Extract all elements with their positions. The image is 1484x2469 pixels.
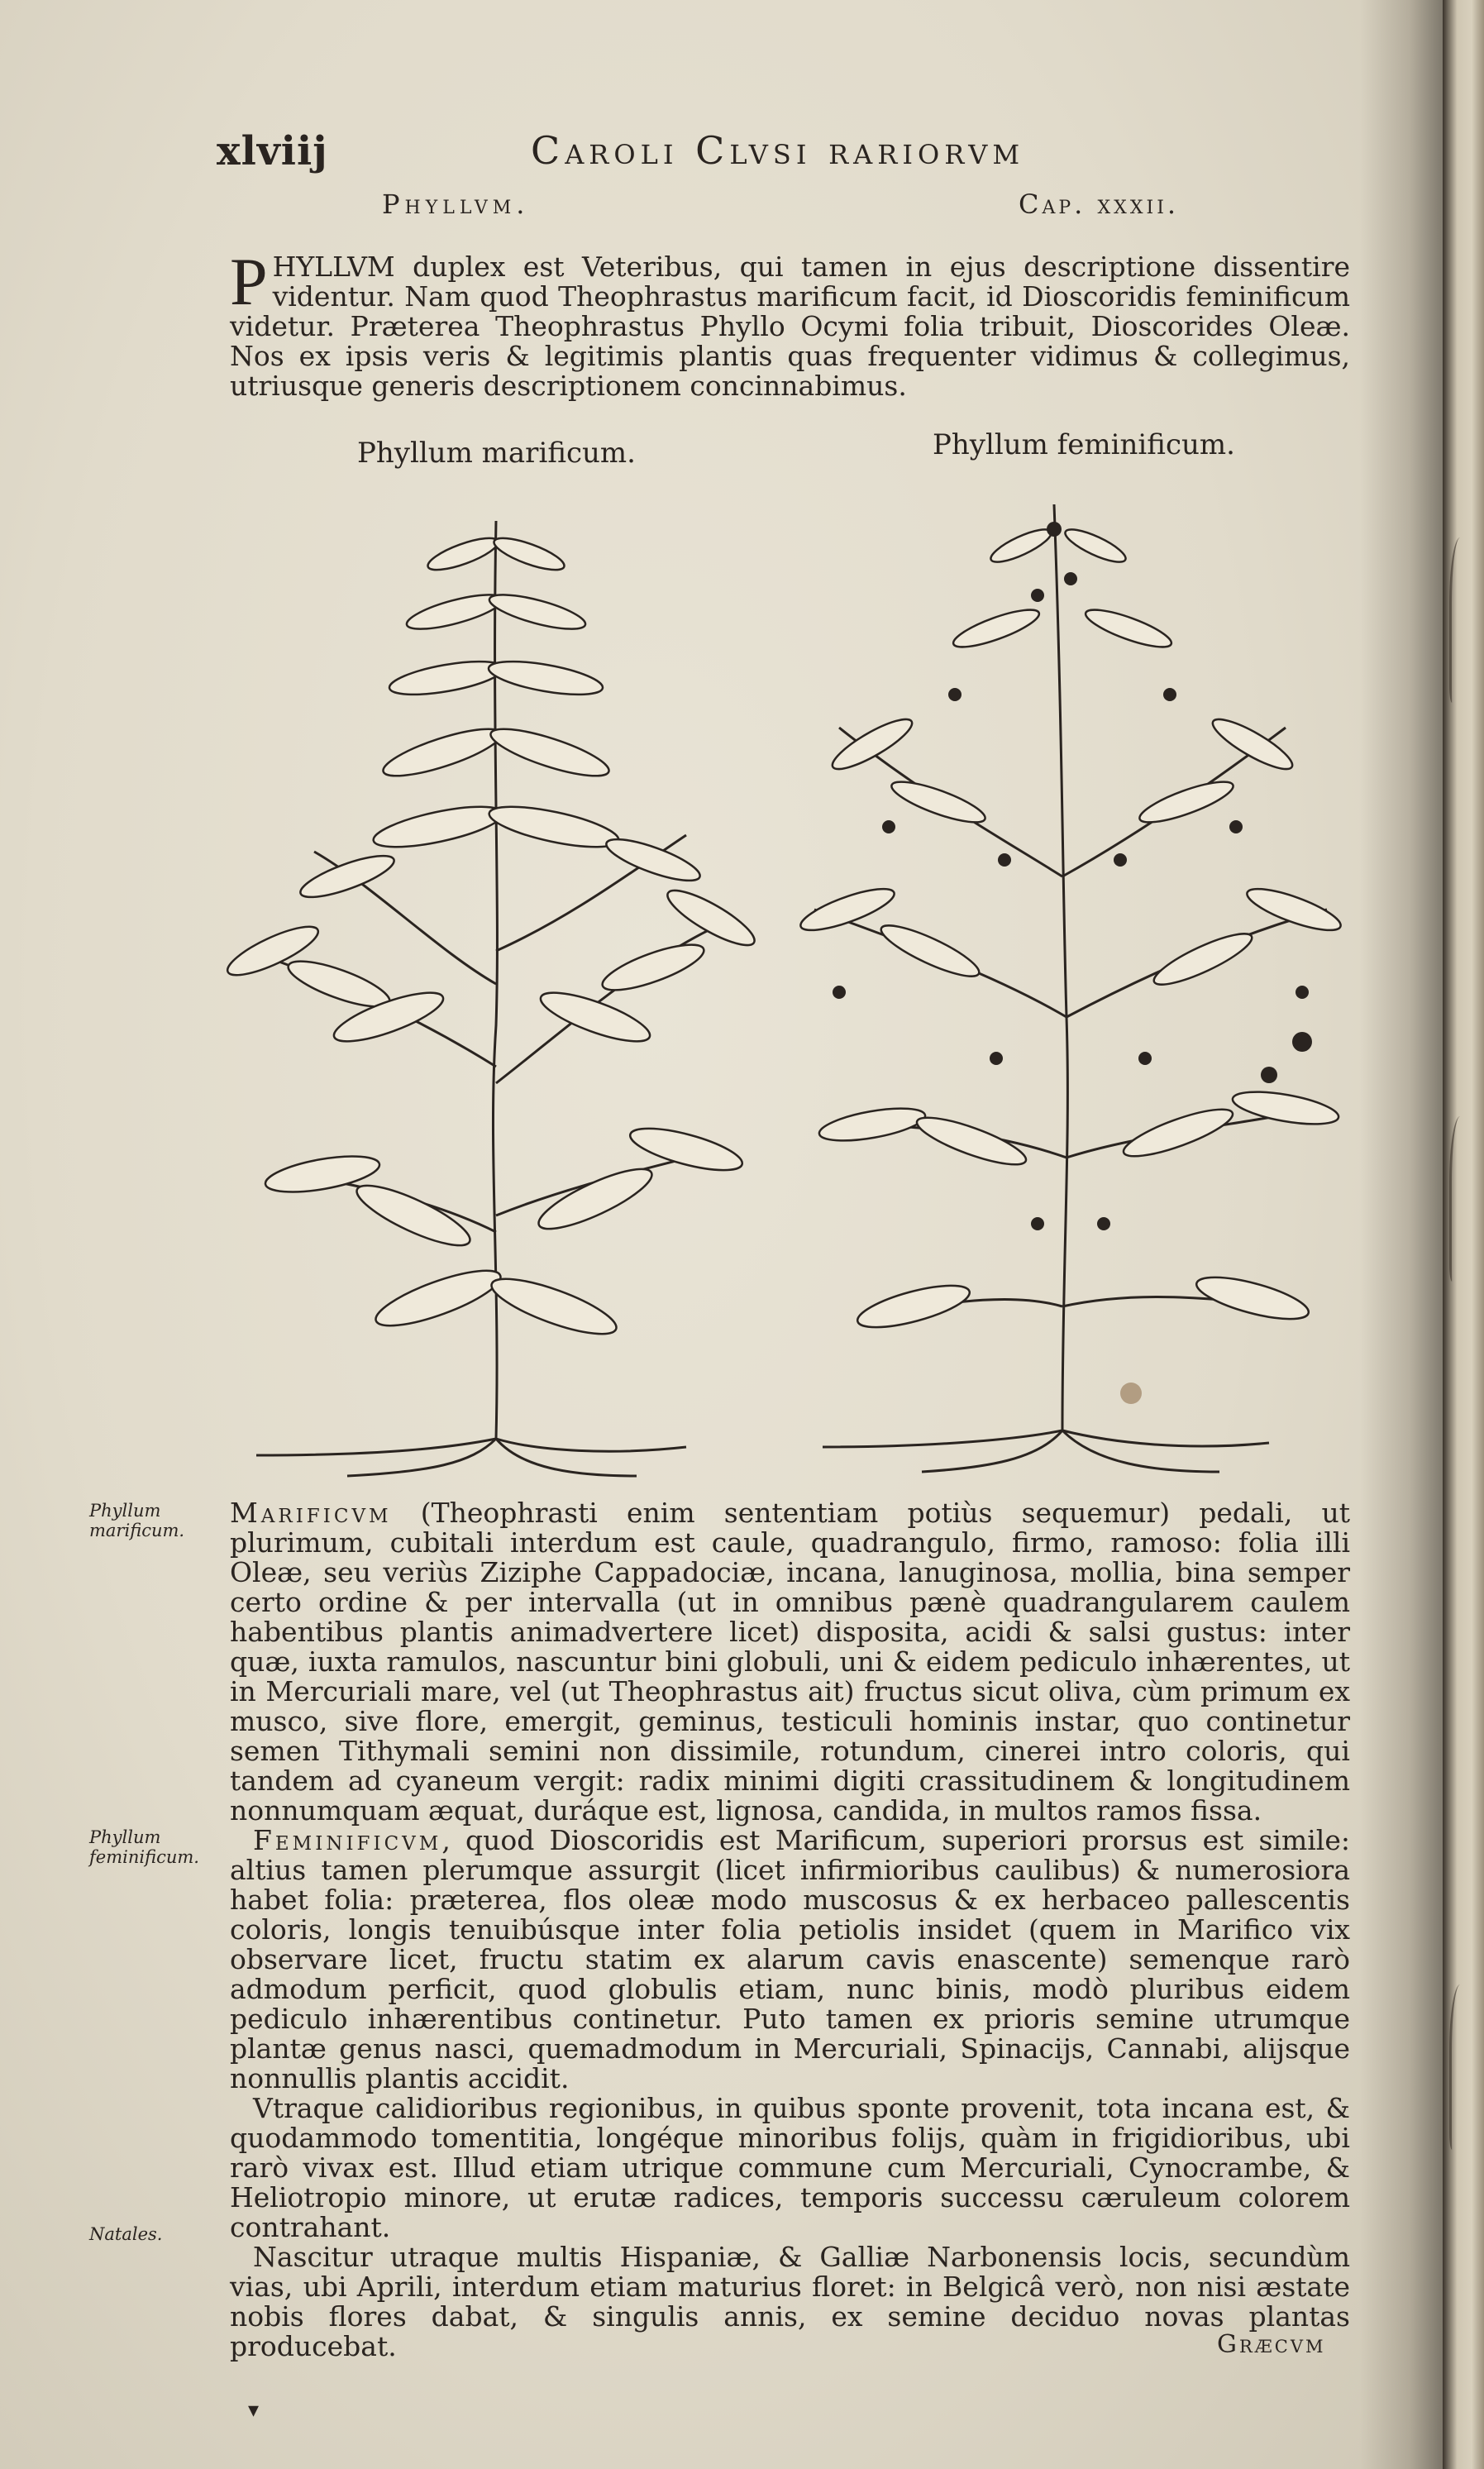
facing-page-illustration-fragment: [1449, 537, 1477, 703]
paragraph-marificum: [230, 1498, 1350, 1826]
intro-paragraph: [230, 244, 1350, 422]
running-title: Caroli Clvsi rariorvm: [531, 128, 1025, 173]
intro-text: HYLLVM duplex est Veteribus, qui tamen in ejus descriptione dissentire videntur. Nam quod Theophrastus marificum facit, id Dioscoridis feminificum videtur. Præterea Theophrastus Phyllo Ocymi folia tribuit, Dioscorides Oleæ. Nos ex ipsis veris & legitimis plantis quas frequenter vidimus & collegimus, utriusque generis descriptionem concinnabimus.: [230, 251, 1350, 402]
paragraph-text: (Theophrasti enim sententiam potiùs sequemur) pedali, ut plurimum, cubitali interdum est caule, quadrangulo, firmo, ramoso: folia illi Oleæ, seu veriùs Ziziphe Cappadociæ, incana, lanuginosa, mollia, bina semper certo ordine & per intervalla (ut in omnibus pænè quadrangularem caulem habentibus plantis animadvertere licet) disposita, acidi & salsi gustus: inter quæ, iuxta ramulos, nascuntur bini globuli, uni & eidem pediculo inhærentes, ut in Mercuriali mare, vel (ut Theophrastus ait) fructus sicut oliva, cùm primum ex musco, sive flore, emergit, geminus, testiculi hominis instar, quo continetur semen Tithymali semini non dissimile, rotundum, cinerei intro coloris, qui tandem ad cyaneum vergit: radix minimi digiti crassitudinem & longitudinem nonnumquam æquat, duráque est, lignosa, candida, in multos ramos fissa.: [230, 1497, 1350, 1827]
figure-caption-right: Phyllum feminificum.: [933, 428, 1235, 461]
woodcut-phyllum-feminificum: [790, 480, 1352, 1480]
page-header: [217, 128, 1341, 186]
folio-number: xlviij: [217, 128, 328, 174]
paragraph-nascitur: Nascitur utraque multis Hispaniæ, & Galliæ Narbonensis locis, secundùm vias, ubi Aprili, interdum etiam maturius floret: in Belgicâ verò, non nisi æstate nobis flores dabat, & singulis annis, ex semine deciduo novas plantas producebat.: [230, 2241, 1350, 2362]
main-stem: [1054, 504, 1067, 1430]
chapter-number: Cap. xxxii.: [1019, 189, 1180, 220]
drop-capital: P: [230, 244, 268, 319]
printer-mark: ▾: [248, 2398, 260, 2423]
ink-stain: [1120, 1383, 1142, 1404]
marginal-note-marificum: Phyllum marificum.: [89, 1501, 185, 1540]
marginal-note-natales: Natales.: [89, 2224, 163, 2244]
catchword: Græcvm: [1217, 2330, 1326, 2359]
paragraph-lead-word: Feminificvm: [253, 1824, 442, 1856]
facing-page-illustration-fragment: [1449, 1984, 1477, 2150]
paragraph-vtraque: Vtraque calidioribus regionibus, in quibus sponte provenit, tota incana est, & quodammodo tomentitia, longéque minoribus folijs, quàm in frigidioribus, ubi rarò vivax est. Illud etiam utrique commune cum Mercuriali, Cynocrambe, & Heliotropio minore, ut erutæ radices, temporis successu cæruleum colorem contrahant.: [230, 2092, 1350, 2243]
paragraph-text: , quod Dioscoridis est Marificum, superiori prorsus est simile: altius tamen plerumque assurgit (licet infirmioribus caulibus) & numerosiora habet folia: præterea, flos oleæ modo muscosus & ex herbaceo pallescentis coloris, longis tenuibúsque inter folia petiolis insidet (quem in Marifico vix observare licet, fructu statim ex alarum cavis enascente) semenque rarò admodum perficit, quod globulis etiam, nunc binis, modò pluribus eidem pediculo inhærentibus continetur. Puto tamen ex prioris semine utrumque plantæ genus nasci, quemadmodum in Mercuriali, Spinacijs, Cannabi, alijsque nonnullis plantis accidit.: [230, 1824, 1350, 2094]
marginal-note-feminificum: Phyllum feminificum.: [89, 1827, 199, 1867]
chapter-heading: [217, 189, 1341, 222]
main-stem: [493, 521, 497, 1439]
figure-caption-left: Phyllum marificum.: [357, 437, 636, 470]
paragraph-lead-word: Marificvm: [230, 1497, 392, 1529]
paragraph-feminificum: [230, 1826, 1350, 2094]
facing-page-illustration-fragment: [1449, 1116, 1477, 1282]
woodcut-phyllum-marificum: [223, 488, 769, 1480]
page-gutter-shadow: [1360, 0, 1443, 2469]
chapter-title: Phyllvm.: [382, 189, 530, 220]
facing-page-edge: [1443, 0, 1484, 2469]
